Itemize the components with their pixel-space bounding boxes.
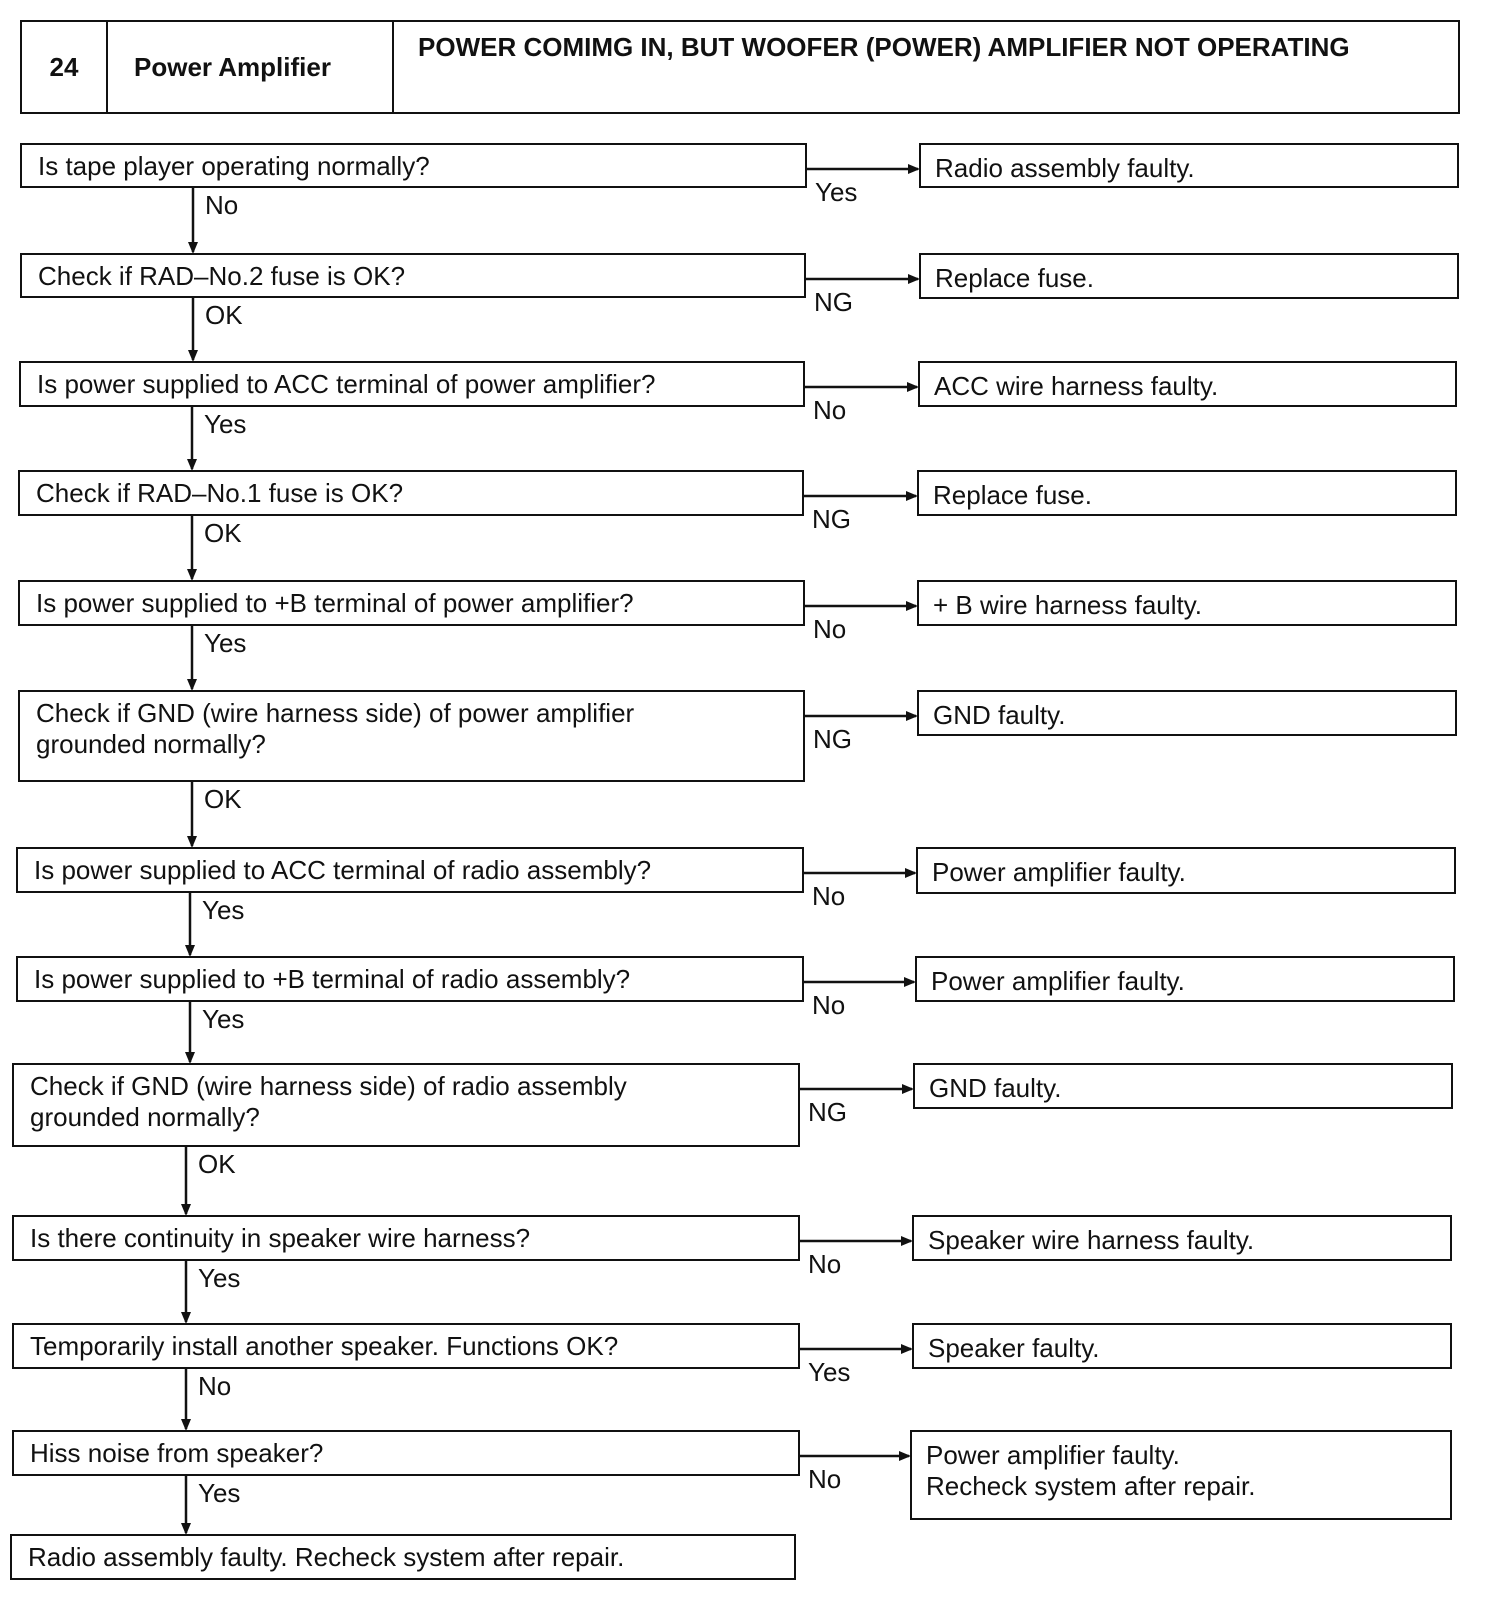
question-box bbox=[12, 1430, 800, 1476]
side-label: Yes bbox=[808, 1357, 851, 1387]
result-text: GND faulty. bbox=[933, 700, 1066, 730]
down-label: Yes bbox=[204, 409, 247, 439]
side-label: No bbox=[813, 395, 847, 425]
side-label: No bbox=[813, 614, 847, 644]
result-box bbox=[912, 1323, 1452, 1369]
section-name: Power Amplifier bbox=[108, 22, 394, 112]
down-label: Yes bbox=[202, 1004, 245, 1034]
question-box bbox=[16, 956, 804, 1002]
down-label: Yes bbox=[204, 628, 247, 658]
question-box bbox=[18, 690, 805, 782]
question-text: Temporarily install another speaker. Functions OK? bbox=[30, 1331, 619, 1361]
result-box bbox=[919, 143, 1459, 188]
side-label: No bbox=[812, 990, 846, 1020]
result-text: ACC wire harness faulty. bbox=[934, 371, 1219, 401]
result-box bbox=[916, 847, 1456, 894]
result-text: Replace fuse. bbox=[935, 263, 1094, 293]
side-label: No bbox=[812, 881, 846, 911]
result-text: Replace fuse. bbox=[933, 480, 1092, 510]
question-text: Check if RAD–No.2 fuse is OK? bbox=[38, 261, 406, 291]
side-label: Yes bbox=[815, 177, 858, 207]
question-box bbox=[12, 1063, 800, 1147]
down-label: Yes bbox=[198, 1478, 241, 1508]
down-label: Yes bbox=[198, 1263, 241, 1293]
side-label: NG bbox=[813, 724, 852, 754]
question-text: Hiss noise from speaker? bbox=[30, 1438, 324, 1468]
result-box bbox=[910, 1430, 1452, 1520]
result-text: GND faulty. bbox=[929, 1073, 1062, 1103]
question-text: Is power supplied to +B terminal of radio assembly? bbox=[34, 964, 631, 994]
result-text: Radio assembly faulty. bbox=[935, 153, 1195, 183]
side-label: No bbox=[808, 1249, 842, 1279]
down-label: OK bbox=[198, 1149, 236, 1179]
question-box bbox=[20, 253, 806, 298]
result-box bbox=[917, 580, 1457, 626]
procedure-number: 24 bbox=[22, 22, 108, 112]
down-label: No bbox=[198, 1371, 232, 1401]
result-box bbox=[913, 1063, 1453, 1109]
side-label: No bbox=[808, 1464, 842, 1494]
down-label: OK bbox=[204, 784, 242, 814]
down-label: OK bbox=[204, 518, 242, 548]
question-text: Check if GND (wire harness side) of power amplifier grounded normally? bbox=[36, 698, 635, 759]
down-label: OK bbox=[205, 300, 243, 330]
question-text: Is power supplied to ACC terminal of radio assembly? bbox=[34, 855, 652, 885]
question-box bbox=[18, 470, 804, 516]
procedure-header bbox=[20, 20, 1460, 114]
question-text: Is power supplied to +B terminal of power amplifier? bbox=[36, 588, 634, 618]
final-result-text: Radio assembly faulty. Recheck system after repair. bbox=[28, 1542, 625, 1572]
side-label: NG bbox=[808, 1097, 847, 1127]
down-label: Yes bbox=[202, 895, 245, 925]
result-box bbox=[918, 361, 1457, 407]
result-text: Speaker wire harness faulty. bbox=[928, 1225, 1255, 1255]
side-label: NG bbox=[812, 504, 851, 534]
result-box bbox=[919, 253, 1459, 299]
result-text: Power amplifier faulty. bbox=[932, 857, 1186, 887]
result-box bbox=[915, 956, 1455, 1002]
question-box bbox=[12, 1215, 800, 1261]
result-text: Power amplifier faulty. bbox=[931, 966, 1185, 996]
down-label: No bbox=[205, 190, 239, 220]
question-box bbox=[16, 847, 804, 893]
result-box bbox=[917, 470, 1457, 516]
question-text: Check if RAD–No.1 fuse is OK? bbox=[36, 478, 404, 508]
result-text: + B wire harness faulty. bbox=[933, 590, 1203, 620]
final-result-box bbox=[10, 1534, 796, 1580]
result-box bbox=[917, 690, 1457, 736]
result-text: Power amplifier faulty. Recheck system after repair. bbox=[926, 1440, 1256, 1501]
side-label: NG bbox=[814, 287, 853, 317]
result-text: Speaker faulty. bbox=[928, 1333, 1100, 1363]
question-box bbox=[20, 143, 807, 188]
procedure-title: POWER COMIMG IN, BUT WOOFER (POWER) AMPLIFIER NOT OPERATING bbox=[418, 32, 1350, 62]
question-text: Is there continuity in speaker wire harness? bbox=[30, 1223, 531, 1253]
question-box bbox=[12, 1323, 800, 1369]
question-box bbox=[18, 580, 805, 626]
question-text: Is tape player operating normally? bbox=[38, 151, 430, 181]
question-text: Check if GND (wire harness side) of radio assembly grounded normally? bbox=[30, 1071, 627, 1132]
question-text: Is power supplied to ACC terminal of power amplifier? bbox=[37, 369, 656, 399]
result-box bbox=[912, 1215, 1452, 1261]
question-box bbox=[19, 361, 805, 407]
